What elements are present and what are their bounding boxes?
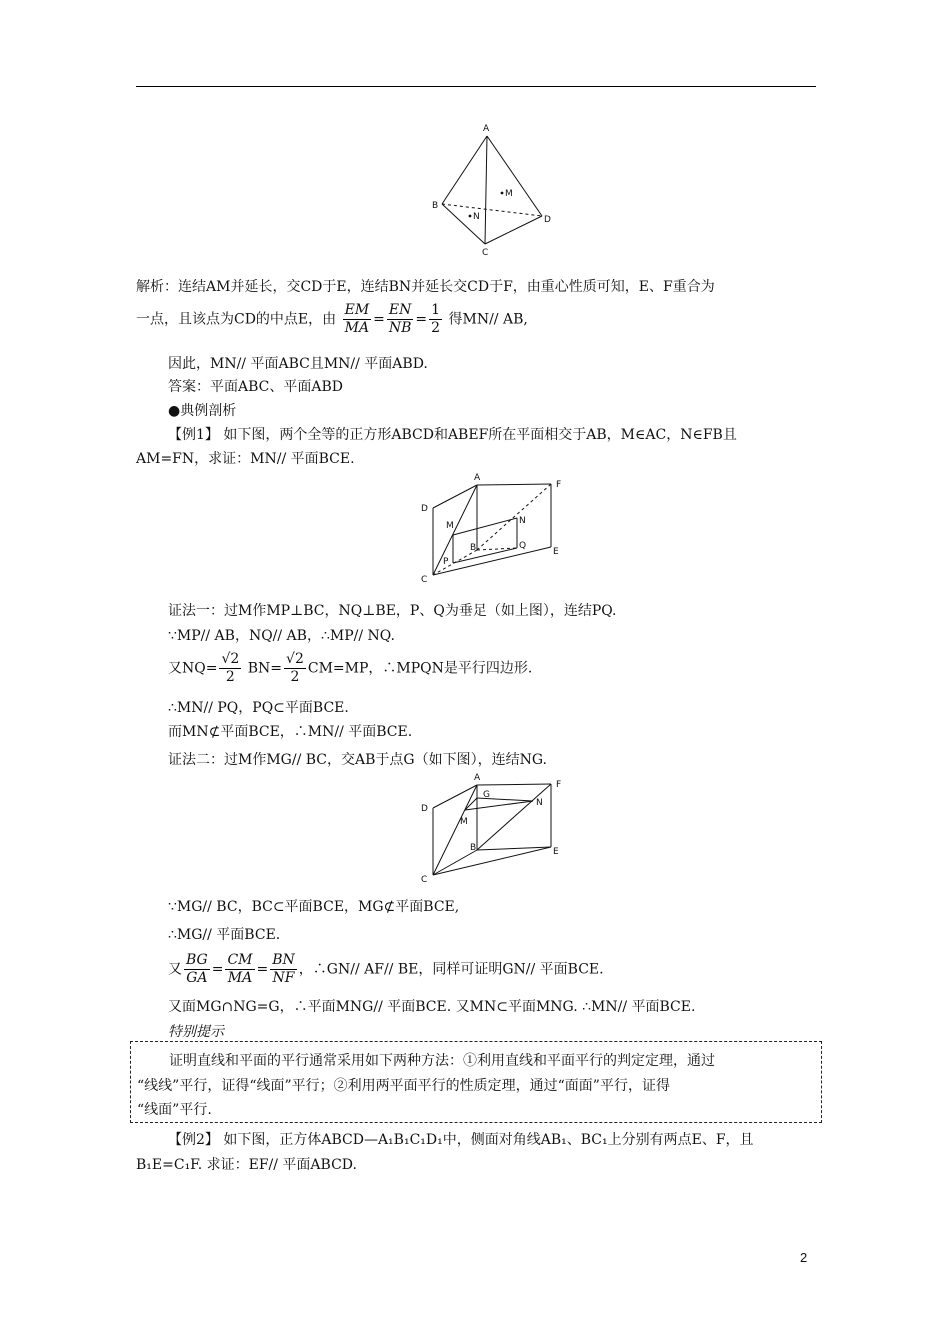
svg-text:B: B: [470, 843, 477, 853]
svg-text:B: B: [432, 201, 439, 211]
section-title: ●典例剖析: [168, 403, 237, 419]
svg-text:G: G: [483, 790, 490, 800]
svg-text:M: M: [505, 189, 513, 199]
svg-text:M: M: [460, 817, 468, 827]
svg-text:F: F: [556, 780, 562, 790]
svg-text:E: E: [553, 547, 559, 557]
solution-line-2: 一点，且该点为CD的中点E，由 $\frac{EM}{MA}$ = $\frac{EN}{NB}$ = $\frac{1}{2}$ 得MN// AB,: [136, 302, 528, 336]
tip-line-1: 证明直线和平面的平行通常采用如下两种方法：①利用直线和平面平行的判定定理，通过: [169, 1053, 715, 1069]
svg-text:C: C: [482, 248, 489, 255]
example1-line-1: 【例1】 如下图，两个全等的正方形ABCD和ABEF所在平面相交于AB，M∈AC，N∈FB且: [168, 427, 737, 443]
tip-title: 特别提示: [168, 1024, 224, 1040]
proof1-line-2: ∵MP// AB，NQ// AB，∴MP// NQ.: [168, 628, 395, 644]
tetrahedron-figure: [425, 120, 555, 255]
example2-line-1: 【例2】 如下图，正方体ABCD—A₁B₁C₁D₁中，侧面对角线AB₁、BC₁上分别有两点E、F，且: [168, 1132, 754, 1148]
proof2-line-1: 证法二：过M作MG// BC，交AB于点G（如下图），连结NG.: [168, 752, 547, 768]
proof1-line-5: 而MN⊄平面BCE，∴MN// 平面BCE.: [168, 724, 413, 740]
example1-line-2: AM=FN，求证：MN// 平面BCE.: [136, 451, 355, 467]
svg-text:F: F: [556, 480, 562, 490]
svg-text:D: D: [544, 215, 551, 225]
svg-text:Q: Q: [519, 541, 527, 551]
proof1-line-3: 又NQ= $\frac{√2}{2}$ BN= $\frac{√2}{2}$ CM=MP，∴MPQN是平行四边形.: [168, 651, 533, 685]
svg-text:N: N: [519, 516, 526, 526]
proof1-line-1: 证法一：过M作MP⊥BC，NQ⊥BE，P、Q为垂足（如上图），连结PQ.: [168, 603, 617, 619]
parallel-planes-figure: [415, 770, 575, 885]
solution-line-3: 因此，MN// 平面ABC且MN// 平面ABD.: [168, 356, 428, 372]
svg-text:A: A: [474, 473, 481, 483]
svg-text:M: M: [446, 521, 454, 531]
page-number: 2: [800, 1250, 808, 1265]
svg-text:D: D: [421, 504, 428, 514]
proof2-line-3: ∴MG// 平面BCE.: [168, 927, 281, 943]
proof1-line-4: ∴MN// PQ，PQ⊂平面BCE.: [168, 700, 349, 716]
svg-text:C: C: [421, 575, 428, 585]
header-rule: [136, 86, 816, 87]
svg-text:C: C: [421, 875, 428, 885]
svg-text:A: A: [483, 124, 490, 134]
tip-box: [130, 1041, 822, 1123]
tip-line-2: “线线”平行，证得“线面”平行；②利用两平面平行的性质定理，通过“面面”平行，证得: [137, 1078, 670, 1094]
solution-line-1: 解析：连结AM并延长，交CD于E，连结BN并延长交CD于F，由重心性质可知，E、F重合为: [136, 279, 715, 295]
example2-line-2: B₁E=C₁F. 求证：EF// 平面ABCD.: [136, 1157, 357, 1173]
svg-text:N: N: [473, 212, 480, 222]
svg-text:D: D: [421, 804, 428, 814]
svg-text:E: E: [553, 847, 559, 857]
proof2-line-4: 又 $\frac{BG}{GA}$ = $\frac{CM}{MA}$ = $\frac{BN}{NF}$ ，∴GN// AF// BE，同样可证明GN// 平面BCE.: [168, 952, 604, 986]
svg-text:B: B: [470, 543, 477, 553]
tip-line-3: “线面”平行.: [137, 1102, 212, 1118]
svg-text:A: A: [474, 773, 481, 783]
proof2-line-2: ∵MG// BC，BC⊂平面BCE，MG⊄平面BCE,: [168, 899, 460, 915]
proof2-line-5: 又面MG∩NG=G，∴平面MNG// 平面BCE. 又MN⊂平面MNG. ∴MN// 平面BCE.: [168, 999, 696, 1015]
two-squares-figure: [415, 470, 575, 585]
svg-text:N: N: [536, 798, 543, 808]
answer-line: 答案：平面ABC、平面ABD: [168, 379, 343, 395]
svg-text:P: P: [443, 557, 449, 567]
